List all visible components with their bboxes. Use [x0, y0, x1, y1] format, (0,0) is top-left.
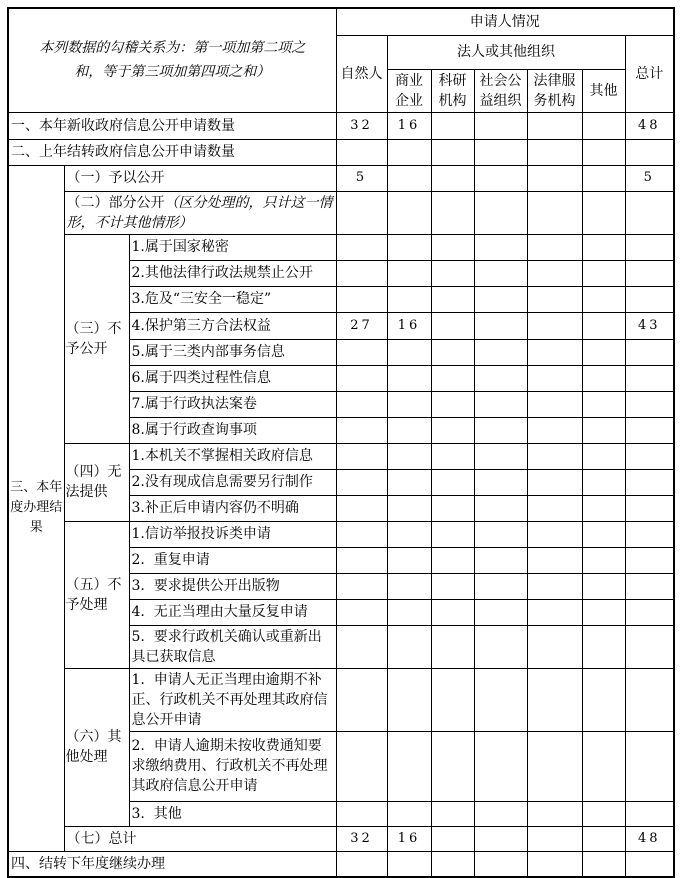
data-cell [527, 365, 582, 391]
row-label-law-forbidden: 2.其他法律行政法规禁止公开 [129, 260, 336, 286]
data-cell [625, 191, 674, 234]
data-cell [527, 826, 582, 851]
data-cell [625, 495, 674, 521]
data-cell [582, 599, 625, 625]
data-cell [431, 625, 474, 668]
data-cell [336, 365, 387, 391]
row-label-overdue-no-correction: 1. 申请人无正当理由逾期不补正、行政机关不再处理其政府信息公开申请 [129, 668, 336, 731]
row-label-new-requests: 一、本年新收政府信息公开申请数量 [8, 112, 336, 139]
data-cell [527, 625, 582, 668]
data-cell [387, 191, 431, 234]
data-cell [625, 469, 674, 495]
disclosure-stats-table [7, 7, 675, 878]
data-cell [336, 851, 387, 877]
data-cell [431, 801, 474, 826]
section-annual-results-label: 三、本年度办理结果 [8, 165, 64, 851]
data-cell [474, 443, 527, 469]
data-cell [625, 801, 674, 826]
data-cell [625, 731, 674, 801]
data-cell [474, 234, 527, 260]
data-cell [431, 260, 474, 286]
data-cell [582, 391, 625, 417]
data-cell [336, 495, 387, 521]
data-cell [387, 417, 431, 443]
row-label-still-unclear: 3.补正后申请内容仍不明确 [129, 495, 336, 521]
data-cell [474, 599, 527, 625]
data-cell [527, 165, 582, 191]
data-cell [431, 547, 474, 573]
data-cell [625, 573, 674, 599]
data-cell [582, 443, 625, 469]
data-cell [474, 191, 527, 234]
data-cell [527, 573, 582, 599]
data-cell [474, 547, 527, 573]
row-label-third-party-rights: 4.保护第三方合法权益 [129, 312, 336, 339]
data-cell [431, 139, 474, 165]
data-cell: 16 [387, 312, 431, 339]
header-org-type-research: 科研机构 [431, 69, 474, 112]
data-cell [582, 191, 625, 234]
data-cell [582, 165, 625, 191]
row-label-repeat-request: 2. 重复申请 [129, 547, 336, 573]
data-cell [431, 365, 474, 391]
data-cell [582, 234, 625, 260]
row-label-not-held: 1.本机关不掌握相关政府信息 [129, 443, 336, 469]
data-cell [336, 260, 387, 286]
data-cell [527, 668, 582, 731]
data-cell [431, 495, 474, 521]
row-label-endanger-safety: 3.危及“三安全一稳定” [129, 286, 336, 312]
data-cell [431, 521, 474, 547]
data-cell [474, 469, 527, 495]
row-label-published-material: 3. 要求提供公开出版物 [129, 573, 336, 599]
data-cell: 27 [336, 312, 387, 339]
header-natural-person: 自然人 [336, 35, 387, 112]
data-cell [582, 801, 625, 826]
data-cell [474, 365, 527, 391]
data-cell: 43 [625, 312, 674, 339]
data-cell [582, 260, 625, 286]
data-cell [527, 547, 582, 573]
row-label-carry-to-next-year: 四、结转下年度继续办理 [8, 851, 336, 877]
data-cell [582, 469, 625, 495]
data-cell [387, 165, 431, 191]
data-cell [336, 521, 387, 547]
data-cell [527, 731, 582, 801]
data-cell [474, 312, 527, 339]
data-cell [527, 234, 582, 260]
data-cell [474, 495, 527, 521]
data-cell [625, 365, 674, 391]
data-cell [336, 339, 387, 365]
data-cell [625, 521, 674, 547]
data-cell [527, 801, 582, 826]
data-cell [431, 668, 474, 731]
data-cell [431, 391, 474, 417]
data-cell [625, 260, 674, 286]
row-label-unjustified-repeated: 4. 无正当理由大量反复申请 [129, 599, 336, 625]
data-cell [582, 668, 625, 731]
data-cell [527, 339, 582, 365]
group-label-not-processed: （五）不予处理 [64, 521, 129, 668]
data-cell [387, 286, 431, 312]
data-cell [387, 365, 431, 391]
data-cell [474, 668, 527, 731]
data-cell [336, 469, 387, 495]
data-cell [474, 112, 527, 139]
header-legal-org: 法人或其他组织 [387, 35, 625, 69]
data-cell [625, 668, 674, 731]
data-cell [336, 731, 387, 801]
data-cell [625, 443, 674, 469]
data-cell [431, 469, 474, 495]
data-cell [431, 234, 474, 260]
row-label-text: （二）部分公开 [66, 194, 165, 211]
row-label-subtotal: （七）总计 [64, 826, 336, 851]
data-cell [474, 826, 527, 851]
data-cell [387, 668, 431, 731]
data-cell [582, 625, 625, 668]
data-cell [431, 826, 474, 851]
data-cell: 48 [625, 112, 674, 139]
data-cell [582, 851, 625, 877]
data-cell [474, 165, 527, 191]
data-cell [527, 112, 582, 139]
data-cell [431, 165, 474, 191]
data-cell [431, 851, 474, 877]
data-cell [527, 469, 582, 495]
data-cell [431, 286, 474, 312]
data-cell [527, 391, 582, 417]
row-label-confirm-obtained-info: 5. 要求行政机关确认或重新出具已获取信息 [129, 625, 336, 668]
data-cell [387, 851, 431, 877]
data-cell [527, 286, 582, 312]
row-label-process-info: 6.属于四类过程性信息 [129, 365, 336, 391]
data-cell [527, 599, 582, 625]
data-cell [527, 443, 582, 469]
data-cell [387, 731, 431, 801]
row-label-note: （区分处理的，只计这一情形，不计其他情形） [66, 194, 333, 231]
row-label-internal-affairs: 5.属于三类内部事务信息 [129, 339, 336, 365]
data-cell [527, 495, 582, 521]
data-cell [431, 573, 474, 599]
row-label-overdue-no-payment: 2. 申请人逾期未按收费通知要求缴纳费用、行政机关不再处理其政府信息公开申请 [129, 731, 336, 801]
data-cell [582, 826, 625, 851]
data-cell [474, 573, 527, 599]
data-cell [431, 731, 474, 801]
data-cell [582, 339, 625, 365]
row-label-disclosed: （一）予以公开 [64, 165, 336, 191]
data-cell [336, 573, 387, 599]
header-org-type-other: 其他 [582, 69, 625, 112]
data-cell [336, 391, 387, 417]
data-cell [527, 139, 582, 165]
data-cell [431, 417, 474, 443]
data-cell [387, 234, 431, 260]
data-cell [387, 801, 431, 826]
row-label-admin-query: 8.属于行政查询事项 [129, 417, 336, 443]
data-cell [582, 731, 625, 801]
data-cell [431, 599, 474, 625]
data-cell [527, 191, 582, 234]
data-cell [582, 573, 625, 599]
data-cell [625, 851, 674, 877]
data-cell: 5 [625, 165, 674, 191]
header-applicant-status: 申请人情况 [336, 8, 674, 35]
data-cell [336, 625, 387, 668]
data-cell [387, 521, 431, 547]
data-cell [387, 260, 431, 286]
row-label-state-secret: 1.属于国家秘密 [129, 234, 336, 260]
data-cell [336, 547, 387, 573]
group-label-other-handling: （六）其他处理 [64, 668, 129, 826]
data-cell [625, 599, 674, 625]
row-label-partially-disclosed [64, 191, 336, 234]
data-cell [431, 312, 474, 339]
table-note: 本列数据的勾稽关系为：第一项加第二项之和，等于第三项加第四项之和） [8, 8, 336, 112]
data-cell [625, 417, 674, 443]
data-cell: 32 [336, 826, 387, 851]
row-label-other: 3. 其他 [129, 801, 336, 826]
row-label-carried-over: 二、上年结转政府信息公开申请数量 [8, 139, 336, 165]
data-cell [474, 260, 527, 286]
data-cell [336, 599, 387, 625]
data-cell [387, 547, 431, 573]
data-cell [582, 365, 625, 391]
data-cell [474, 731, 527, 801]
header-org-type-legal-service: 法律服务机构 [527, 69, 582, 112]
data-cell [527, 260, 582, 286]
data-cell [527, 521, 582, 547]
data-cell [336, 443, 387, 469]
data-cell [431, 112, 474, 139]
data-cell [336, 286, 387, 312]
data-cell [336, 234, 387, 260]
data-cell [387, 469, 431, 495]
data-cell [431, 443, 474, 469]
data-cell [387, 391, 431, 417]
row-label-petition-complaint: 1.信访举报投诉类申请 [129, 521, 336, 547]
data-cell [431, 339, 474, 365]
data-cell [474, 139, 527, 165]
data-cell [527, 417, 582, 443]
data-cell [387, 339, 431, 365]
row-label-enforcement-files: 7.属于行政执法案卷 [129, 391, 336, 417]
data-cell: 16 [387, 112, 431, 139]
group-label-unable-to-provide: （四）无法提供 [64, 443, 129, 521]
data-cell [625, 391, 674, 417]
data-cell [387, 495, 431, 521]
data-cell [582, 417, 625, 443]
data-cell [474, 521, 527, 547]
header-org-type-commercial: 商业企业 [387, 69, 431, 112]
data-cell [582, 286, 625, 312]
data-cell [474, 286, 527, 312]
data-cell [582, 547, 625, 573]
data-cell [582, 521, 625, 547]
data-cell: 16 [387, 826, 431, 851]
data-cell [474, 801, 527, 826]
data-cell [474, 625, 527, 668]
data-cell [336, 191, 387, 234]
data-cell [582, 139, 625, 165]
data-cell [582, 112, 625, 139]
data-cell [582, 312, 625, 339]
data-cell [625, 286, 674, 312]
data-cell [625, 139, 674, 165]
data-cell [625, 234, 674, 260]
group-label-not-disclosed: （三）不予公开 [64, 234, 129, 443]
data-cell [625, 339, 674, 365]
data-cell [431, 191, 474, 234]
data-cell: 5 [336, 165, 387, 191]
data-cell [625, 547, 674, 573]
data-cell [474, 391, 527, 417]
data-cell [527, 851, 582, 877]
data-cell: 32 [336, 112, 387, 139]
data-cell [387, 139, 431, 165]
data-cell [387, 443, 431, 469]
data-cell [387, 573, 431, 599]
data-cell [336, 139, 387, 165]
data-cell [387, 599, 431, 625]
data-cell [336, 668, 387, 731]
header-total: 总计 [625, 35, 674, 112]
header-org-type-public-welfare: 社会公益组织 [474, 69, 527, 112]
data-cell [474, 339, 527, 365]
data-cell [527, 312, 582, 339]
data-cell [625, 625, 674, 668]
data-cell [474, 851, 527, 877]
data-cell [474, 417, 527, 443]
data-cell [336, 417, 387, 443]
row-label-needs-creation: 2.没有现成信息需要另行制作 [129, 469, 336, 495]
data-cell [336, 801, 387, 826]
data-cell [387, 625, 431, 668]
data-cell [582, 495, 625, 521]
data-cell: 48 [625, 826, 674, 851]
